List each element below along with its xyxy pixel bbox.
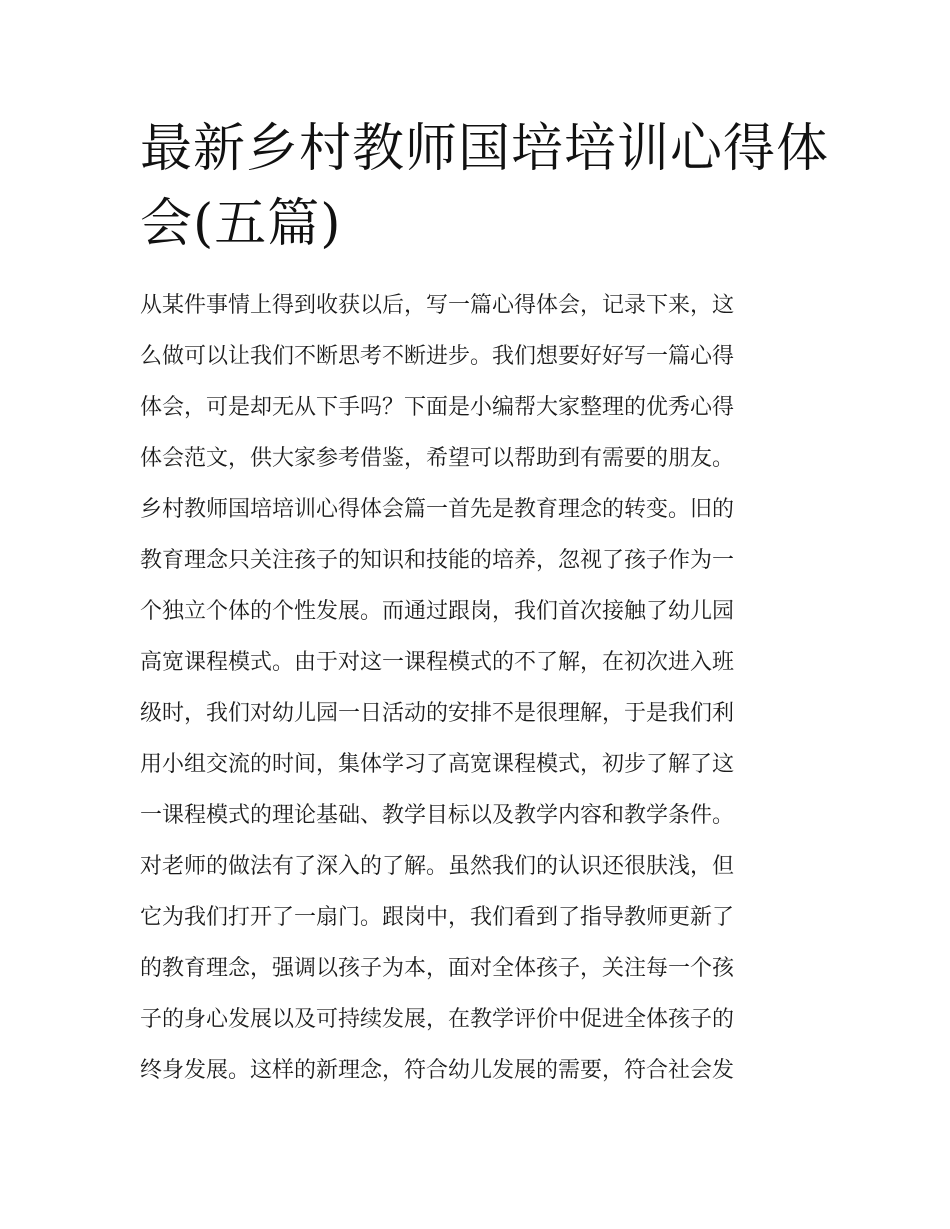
- document-body: [140, 280, 820, 1096]
- body-line-1: 从某件事情上得到收获以后，写一篇心得体会，记录下来，这: [140, 293, 735, 318]
- body-line-14: 的教育理念，强调以孩子为本，面对全体孩子，关注每一个孩: [140, 956, 735, 981]
- body-line-7: 个独立个体的个性发展。而通过跟岗，我们首次接触了幼儿园: [140, 599, 735, 624]
- body-line-15: 子的身心发展以及可持续发展，在教学评价中促进全体孩子的: [140, 1007, 735, 1032]
- body-line-8: 高宽课程模式。由于对这一课程模式的不了解，在初次进入班: [140, 650, 735, 675]
- body-line-9: 级时，我们对幼儿园一日活动的安排不是很理解，于是我们利: [140, 701, 735, 726]
- body-line-3: 体会，可是却无从下手吗？下面是小编帮大家整理的优秀心得: [140, 395, 735, 420]
- body-line-2: 么做可以让我们不断思考不断进步。我们想要好好写一篇心得: [140, 344, 735, 369]
- body-line-4: 体会范文，供大家参考借鉴，希望可以帮助到有需要的朋友。: [140, 446, 735, 471]
- body-line-16: 终身发展。这样的新理念，符合幼儿发展的需要，符合社会发: [140, 1058, 735, 1083]
- title-line-1: 最新乡村教师国培培训心得体: [140, 119, 830, 179]
- body-line-5: 乡村教师国培培训心得体会篇一首先是教育理念的转变。旧的: [140, 497, 735, 522]
- title-line-2: 会(五篇): [140, 194, 342, 254]
- body-line-11: 一课程模式的理论基础、教学目标以及教学内容和教学条件。: [140, 803, 735, 828]
- body-line-13: 它为我们打开了一扇门。跟岗中，我们看到了指导教师更新了: [140, 905, 735, 930]
- body-line-10: 用小组交流的时间，集体学习了高宽课程模式，初步了解了这: [140, 752, 735, 777]
- body-line-12: 对老师的做法有了深入的了解。虽然我们的认识还很肤浅，但: [140, 854, 735, 879]
- document-title: [140, 112, 830, 262]
- body-line-6: 教育理念只关注孩子的知识和技能的培养，忽视了孩子作为一: [140, 548, 735, 573]
